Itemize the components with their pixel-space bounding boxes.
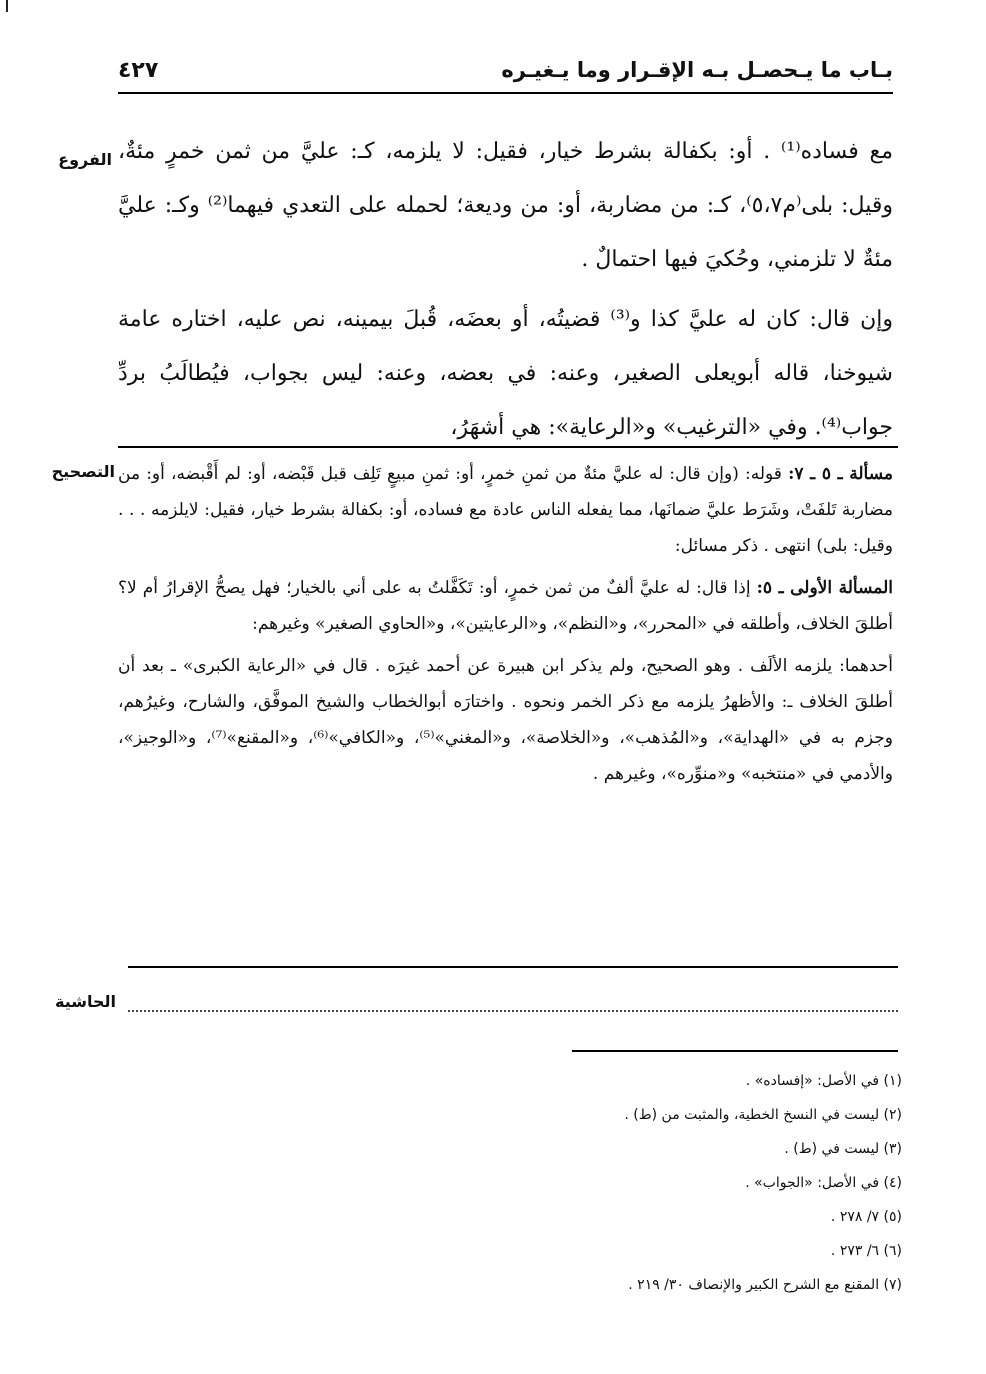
first-issue-text: إذا قال: له عليَّ ألفٌ من ثمن خمرٍ، أو: تَكَفَّلتُ به على أني بالخيار؛ فهل يصحُّ الإقرارُ أم لا؟ أطلقَ الخلاف، وأطلقه في «المحرر»، و«النظم»، و«الرعايتين»، و«الحاوي الصغير» وغيرهم: — [118, 578, 893, 634]
first-issue-heading: المسألة الأولى ـ ٥: — [756, 578, 893, 598]
tashih-paragraph-2 — [118, 570, 893, 642]
footnote-3: (٣) ليست في (ط) . — [784, 1141, 902, 1157]
furu-paragraph-2: وإن قال: كان له عليَّ كذا و⁽³⁾ قضيتُه، أو بعضَه، قُبلَ بيمينه، نص عليه، اختاره عامة شيوخنا، قاله أبويعلى الصغير، وعنه: في بعضه، وعنه: ليس بجواب، فيُطالَبُ بردِّ جواب⁽⁴⁾. وفي «الترغيب» و«الرعاية»: هي أشهَرُ، — [118, 307, 893, 440]
page-corner-mark — [6, 0, 8, 12]
section-divider — [118, 446, 898, 448]
masala-text: قوله: (وإن قال: له عليَّ مئةٌ من ثمنِ خمرٍ، أو: ثمنِ مبيعٍ تَلِف قبل قَبْضه، أو: لم أَقْبضه، أو: من مضاربة تَلفَتْ، وشَرَط عليَّ ضمانَها، مما يفعله الناس عادة مع فساده، أو: بكفالة بشرط خيار، فقيل: لايلزمه . . . وقيل: بلى) انتهى . ذكر مسائل: — [118, 464, 893, 556]
tashih-paragraph-1 — [118, 456, 893, 564]
footnote-7: (٧) المقنع مع الشرح الكبير والإنصاف ٣٠/ ٢١٩ . — [628, 1277, 902, 1293]
label-furu: الفروع — [58, 150, 112, 169]
hashiya-dotted-line — [128, 1010, 898, 1012]
tashih-paragraph-3: أحدهما: يلزمه الألَف . وهو الصحيح، ولم يذكر ابن هبيرة عن أحمد غيرَه . قال في «الرعاية الكبرى» ـ بعد أن أطلقَ الخلاف ـ: والأظهرُ يلزمه مع ذكر الخمر ونحوه . واختارَه أبوالخطاب والشيخ الموفَّق، والشارح، وغيرُهم، وجزم به في «الهداية»، و«المُذهب»، و«الخلاصة»، و«المغني»⁽⁵⁾، و«الكافي»⁽⁶⁾، و«المقنع»⁽⁷⁾، و«الوجيز»، والأدمي في «منتخبه» و«منوِّره»، وغيرهم . — [118, 656, 893, 784]
footnote-2: (٢) ليست في النسخ الخطية، والمثبت من (ط) . — [624, 1107, 902, 1123]
footnote-4: (٤) في الأصل: «الجواب» . — [745, 1175, 902, 1191]
footnotes — [300, 1064, 902, 1302]
footnote-divider — [572, 1050, 898, 1052]
hashiya-divider — [128, 966, 898, 968]
furu-paragraph-1: مع فساده⁽¹⁾ . أو: بكفالة بشرط خيار، فقيل: لا يلزمه، كـ: عليَّ من ثمن خمرٍ مئةٌ، وقيل: بلى⁽م٥،٧⁾، كـ: من مضاربة، أو: من وديعة؛ لحمله على التعدي فيهما⁽²⁾ وكـ: عليَّ مئةٌ لا تلزمني، وحُكيَ فيها احتمالٌ . — [118, 139, 893, 272]
label-hashiya: الحاشية — [55, 992, 116, 1011]
label-tashih: التصحيح — [51, 462, 115, 481]
furu-section — [118, 125, 893, 445]
running-title: بـاب ما يـحصـل بـه الإقـرار وما يـغيـره — [501, 58, 893, 82]
page-number: ٤٢٧ — [118, 58, 159, 83]
footnote-5: (٥) ٧/ ٢٧٨ . — [830, 1209, 902, 1225]
masala-heading: مسألة ـ ٥ ـ ٧: — [788, 464, 893, 484]
footnote-6: (٦) ٦/ ٢٧٣ . — [830, 1243, 902, 1259]
footnote-1: (١) في الأصل: «إفساده» . — [745, 1073, 902, 1089]
page-header — [118, 52, 893, 94]
tashih-section — [118, 456, 893, 956]
